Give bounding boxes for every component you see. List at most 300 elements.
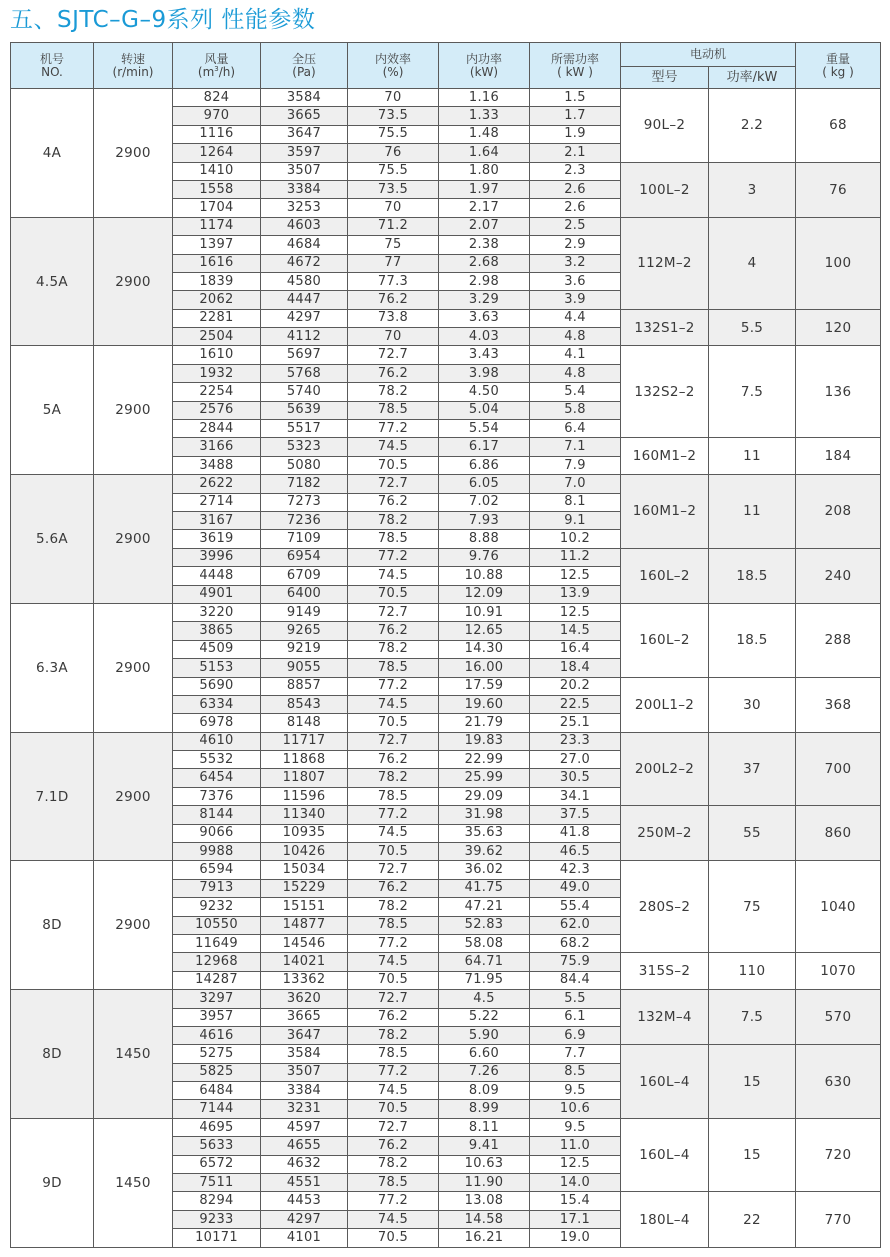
flow-cell: 2622	[173, 475, 261, 493]
efficiency-cell: 77.2	[348, 420, 439, 438]
flow-cell: 10550	[173, 916, 261, 934]
pressure-cell: 3665	[261, 1008, 348, 1026]
pressure-cell: 4603	[261, 217, 348, 235]
pressure-cell: 3597	[261, 144, 348, 162]
flow-cell: 5633	[173, 1137, 261, 1155]
required-power-cell: 37.5	[530, 806, 621, 824]
efficiency-cell: 70.5	[348, 1100, 439, 1118]
internal-power-cell: 1.80	[439, 162, 530, 180]
internal-power-cell: 25.99	[439, 769, 530, 787]
pressure-cell: 7182	[261, 475, 348, 493]
motor-power-cell: 30	[709, 677, 796, 732]
pressure-cell: 5080	[261, 456, 348, 474]
flow-cell: 6484	[173, 1082, 261, 1100]
col-header-pressure: 全压 (Pa)	[261, 43, 348, 89]
flow-cell: 2844	[173, 420, 261, 438]
pressure-cell: 4580	[261, 272, 348, 290]
pressure-cell: 4297	[261, 1210, 348, 1228]
required-power-cell: 10.2	[530, 530, 621, 548]
flow-cell: 6454	[173, 769, 261, 787]
motor-power-cell: 18.5	[709, 548, 796, 603]
model-cell: 6.3A	[11, 603, 94, 732]
flow-cell: 3167	[173, 511, 261, 529]
internal-power-cell: 39.62	[439, 843, 530, 861]
flow-cell: 2254	[173, 383, 261, 401]
pressure-cell: 4453	[261, 1192, 348, 1210]
flow-cell: 5275	[173, 1045, 261, 1063]
required-power-cell: 2.6	[530, 180, 621, 198]
efficiency-cell: 77.3	[348, 272, 439, 290]
required-power-cell: 9.5	[530, 1082, 621, 1100]
pressure-cell: 5768	[261, 364, 348, 382]
flow-cell: 2714	[173, 493, 261, 511]
motor-type-cell: 132S2–2	[621, 346, 709, 438]
pressure-cell: 4297	[261, 309, 348, 327]
internal-power-cell: 5.90	[439, 1026, 530, 1044]
flow-cell: 5825	[173, 1063, 261, 1081]
internal-power-cell: 47.21	[439, 898, 530, 916]
flow-cell: 7376	[173, 787, 261, 805]
required-power-cell: 11.2	[530, 548, 621, 566]
internal-power-cell: 8.88	[439, 530, 530, 548]
pressure-cell: 9149	[261, 603, 348, 621]
internal-power-cell: 11.90	[439, 1174, 530, 1192]
flow-cell: 1610	[173, 346, 261, 364]
flow-cell: 6334	[173, 695, 261, 713]
internal-power-cell: 2.98	[439, 272, 530, 290]
required-power-cell: 18.4	[530, 659, 621, 677]
model-cell: 8D	[11, 861, 94, 990]
efficiency-cell: 70.5	[348, 714, 439, 732]
required-power-cell: 9.5	[530, 1118, 621, 1136]
pressure-cell: 4672	[261, 254, 348, 272]
performance-table	[10, 42, 881, 1248]
efficiency-cell: 70.5	[348, 971, 439, 989]
motor-type-cell: 280S–2	[621, 861, 709, 953]
pressure-cell: 11807	[261, 769, 348, 787]
weight-cell: 700	[796, 732, 881, 806]
motor-power-cell: 37	[709, 732, 796, 806]
efficiency-cell: 74.5	[348, 695, 439, 713]
speed-cell: 2900	[94, 475, 173, 604]
efficiency-cell: 70.5	[348, 456, 439, 474]
flow-cell: 8294	[173, 1192, 261, 1210]
pressure-cell: 6400	[261, 585, 348, 603]
efficiency-cell: 70	[348, 328, 439, 346]
required-power-cell: 1.5	[530, 89, 621, 107]
weight-cell: 630	[796, 1045, 881, 1119]
required-power-cell: 5.5	[530, 990, 621, 1008]
flow-cell: 970	[173, 107, 261, 125]
weight-cell: 770	[796, 1192, 881, 1247]
pressure-cell: 9219	[261, 640, 348, 658]
pressure-cell: 5697	[261, 346, 348, 364]
required-power-cell: 17.1	[530, 1210, 621, 1228]
flow-cell: 3865	[173, 622, 261, 640]
required-power-cell: 41.8	[530, 824, 621, 842]
model-cell: 4.5A	[11, 217, 94, 346]
speed-cell: 1450	[94, 990, 173, 1119]
required-power-cell: 7.0	[530, 475, 621, 493]
internal-power-cell: 19.83	[439, 732, 530, 750]
pressure-cell: 10935	[261, 824, 348, 842]
model-cell: 4A	[11, 89, 94, 218]
flow-cell: 5690	[173, 677, 261, 695]
required-power-cell: 2.6	[530, 199, 621, 217]
pressure-cell: 15151	[261, 898, 348, 916]
required-power-cell: 25.1	[530, 714, 621, 732]
flow-cell: 2576	[173, 401, 261, 419]
internal-power-cell: 58.08	[439, 934, 530, 952]
pressure-cell: 3253	[261, 199, 348, 217]
required-power-cell: 13.9	[530, 585, 621, 603]
efficiency-cell: 72.7	[348, 346, 439, 364]
required-power-cell: 2.5	[530, 217, 621, 235]
efficiency-cell: 78.2	[348, 769, 439, 787]
internal-power-cell: 13.08	[439, 1192, 530, 1210]
flow-cell: 4509	[173, 640, 261, 658]
flow-cell: 1410	[173, 162, 261, 180]
motor-power-cell: 22	[709, 1192, 796, 1247]
internal-power-cell: 3.29	[439, 291, 530, 309]
flow-cell: 8144	[173, 806, 261, 824]
required-power-cell: 3.2	[530, 254, 621, 272]
required-power-cell: 75.9	[530, 953, 621, 971]
efficiency-cell: 76.2	[348, 622, 439, 640]
required-power-cell: 49.0	[530, 879, 621, 897]
flow-cell: 7913	[173, 879, 261, 897]
motor-type-cell: 100L–2	[621, 162, 709, 217]
internal-power-cell: 14.30	[439, 640, 530, 658]
efficiency-cell: 70	[348, 199, 439, 217]
internal-power-cell: 6.60	[439, 1045, 530, 1063]
col-header-internal-power: 内功率 (kW)	[439, 43, 530, 89]
pressure-cell: 6709	[261, 567, 348, 585]
model-cell: 9D	[11, 1118, 94, 1247]
motor-type-cell: 90L–2	[621, 89, 709, 163]
efficiency-cell: 70	[348, 89, 439, 107]
efficiency-cell: 74.5	[348, 824, 439, 842]
flow-cell: 1558	[173, 180, 261, 198]
internal-power-cell: 5.22	[439, 1008, 530, 1026]
internal-power-cell: 6.05	[439, 475, 530, 493]
flow-cell: 1116	[173, 125, 261, 143]
required-power-cell: 14.0	[530, 1174, 621, 1192]
flow-cell: 4901	[173, 585, 261, 603]
weight-cell: 720	[796, 1118, 881, 1192]
weight-cell: 240	[796, 548, 881, 603]
weight-cell: 136	[796, 346, 881, 438]
flow-cell: 7511	[173, 1174, 261, 1192]
efficiency-cell: 76.2	[348, 291, 439, 309]
speed-cell: 2900	[94, 346, 173, 475]
pressure-cell: 11340	[261, 806, 348, 824]
required-power-cell: 4.4	[530, 309, 621, 327]
efficiency-cell: 77.2	[348, 1192, 439, 1210]
table-row	[11, 217, 881, 235]
internal-power-cell: 6.17	[439, 438, 530, 456]
weight-cell: 120	[796, 309, 881, 346]
internal-power-cell: 5.04	[439, 401, 530, 419]
motor-power-cell: 75	[709, 861, 796, 953]
flow-cell: 1397	[173, 236, 261, 254]
efficiency-cell: 72.7	[348, 1118, 439, 1136]
flow-cell: 3996	[173, 548, 261, 566]
required-power-cell: 68.2	[530, 934, 621, 952]
efficiency-cell: 74.5	[348, 567, 439, 585]
motor-power-cell: 7.5	[709, 346, 796, 438]
efficiency-cell: 78.2	[348, 383, 439, 401]
table-row	[11, 346, 881, 364]
motor-power-cell: 5.5	[709, 309, 796, 346]
efficiency-cell: 77.2	[348, 934, 439, 952]
flow-cell: 3166	[173, 438, 261, 456]
internal-power-cell: 2.17	[439, 199, 530, 217]
required-power-cell: 11.0	[530, 1137, 621, 1155]
efficiency-cell: 76.2	[348, 1008, 439, 1026]
motor-power-cell: 15	[709, 1118, 796, 1192]
required-power-cell: 19.0	[530, 1229, 621, 1247]
required-power-cell: 16.4	[530, 640, 621, 658]
internal-power-cell: 9.76	[439, 548, 530, 566]
motor-type-cell: 160L–4	[621, 1045, 709, 1119]
speed-cell: 2900	[94, 603, 173, 732]
pressure-cell: 4112	[261, 328, 348, 346]
motor-type-cell: 315S–2	[621, 953, 709, 990]
flow-cell: 9988	[173, 843, 261, 861]
internal-power-cell: 8.99	[439, 1100, 530, 1118]
col-header-required-power: 所需功率 ( kW )	[530, 43, 621, 89]
efficiency-cell: 73.5	[348, 180, 439, 198]
pressure-cell: 5740	[261, 383, 348, 401]
table-row	[11, 1118, 881, 1136]
pressure-cell: 4447	[261, 291, 348, 309]
efficiency-cell: 78.5	[348, 530, 439, 548]
pressure-cell: 4655	[261, 1137, 348, 1155]
required-power-cell: 2.1	[530, 144, 621, 162]
internal-power-cell: 4.03	[439, 328, 530, 346]
internal-power-cell: 3.43	[439, 346, 530, 364]
internal-power-cell: 31.98	[439, 806, 530, 824]
required-power-cell: 3.9	[530, 291, 621, 309]
pressure-cell: 3507	[261, 1063, 348, 1081]
internal-power-cell: 14.58	[439, 1210, 530, 1228]
motor-type-cell: 200L1–2	[621, 677, 709, 732]
efficiency-cell: 75	[348, 236, 439, 254]
pressure-cell: 13362	[261, 971, 348, 989]
weight-cell: 68	[796, 89, 881, 163]
required-power-cell: 4.8	[530, 364, 621, 382]
efficiency-cell: 77.2	[348, 548, 439, 566]
weight-cell: 1070	[796, 953, 881, 990]
internal-power-cell: 4.5	[439, 990, 530, 1008]
efficiency-cell: 78.2	[348, 1155, 439, 1173]
pressure-cell: 3647	[261, 125, 348, 143]
pressure-cell: 14021	[261, 953, 348, 971]
flow-cell: 7144	[173, 1100, 261, 1118]
internal-power-cell: 10.63	[439, 1155, 530, 1173]
pressure-cell: 9055	[261, 659, 348, 677]
pressure-cell: 3584	[261, 1045, 348, 1063]
flow-cell: 12968	[173, 953, 261, 971]
required-power-cell: 10.6	[530, 1100, 621, 1118]
required-power-cell: 1.9	[530, 125, 621, 143]
pressure-cell: 15034	[261, 861, 348, 879]
efficiency-cell: 72.7	[348, 732, 439, 750]
internal-power-cell: 4.50	[439, 383, 530, 401]
internal-power-cell: 8.11	[439, 1118, 530, 1136]
required-power-cell: 3.6	[530, 272, 621, 290]
flow-cell: 10171	[173, 1229, 261, 1247]
table-row	[11, 861, 881, 879]
pressure-cell: 11717	[261, 732, 348, 750]
internal-power-cell: 1.16	[439, 89, 530, 107]
required-power-cell: 9.1	[530, 511, 621, 529]
pressure-cell: 3384	[261, 180, 348, 198]
pressure-cell: 3647	[261, 1026, 348, 1044]
flow-cell: 2281	[173, 309, 261, 327]
model-cell: 8D	[11, 990, 94, 1119]
efficiency-cell: 76.2	[348, 364, 439, 382]
pressure-cell: 11868	[261, 751, 348, 769]
pressure-cell: 9265	[261, 622, 348, 640]
required-power-cell: 7.7	[530, 1045, 621, 1063]
model-cell: 7.1D	[11, 732, 94, 861]
motor-type-cell: 112M–2	[621, 217, 709, 309]
required-power-cell: 84.4	[530, 971, 621, 989]
flow-cell: 5532	[173, 751, 261, 769]
flow-cell: 4695	[173, 1118, 261, 1136]
flow-cell: 1174	[173, 217, 261, 235]
efficiency-cell: 76.2	[348, 751, 439, 769]
motor-power-cell: 55	[709, 806, 796, 861]
flow-cell: 1264	[173, 144, 261, 162]
flow-cell: 9233	[173, 1210, 261, 1228]
pressure-cell: 8543	[261, 695, 348, 713]
required-power-cell: 34.1	[530, 787, 621, 805]
internal-power-cell: 2.07	[439, 217, 530, 235]
efficiency-cell: 74.5	[348, 438, 439, 456]
required-power-cell: 30.5	[530, 769, 621, 787]
flow-cell: 6978	[173, 714, 261, 732]
pressure-cell: 14546	[261, 934, 348, 952]
required-power-cell: 12.5	[530, 1155, 621, 1173]
efficiency-cell: 73.8	[348, 309, 439, 327]
flow-cell: 11649	[173, 934, 261, 952]
weight-cell: 208	[796, 475, 881, 549]
required-power-cell: 46.5	[530, 843, 621, 861]
pressure-cell: 8857	[261, 677, 348, 695]
col-header-motor-type: 型号	[621, 67, 709, 89]
col-header-speed: 转速 (r/min)	[94, 43, 173, 89]
pressure-cell: 3231	[261, 1100, 348, 1118]
efficiency-cell: 78.5	[348, 1174, 439, 1192]
motor-type-cell: 180L–4	[621, 1192, 709, 1247]
internal-power-cell: 21.79	[439, 714, 530, 732]
efficiency-cell: 72.7	[348, 990, 439, 1008]
table-row	[11, 732, 881, 750]
weight-cell: 860	[796, 806, 881, 861]
pressure-cell: 3665	[261, 107, 348, 125]
weight-cell: 288	[796, 603, 881, 677]
required-power-cell: 15.4	[530, 1192, 621, 1210]
efficiency-cell: 76.2	[348, 493, 439, 511]
required-power-cell: 12.5	[530, 567, 621, 585]
motor-power-cell: 18.5	[709, 603, 796, 677]
pressure-cell: 7236	[261, 511, 348, 529]
required-power-cell: 8.1	[530, 493, 621, 511]
efficiency-cell: 76.2	[348, 1137, 439, 1155]
flow-cell: 1839	[173, 272, 261, 290]
efficiency-cell: 76	[348, 144, 439, 162]
efficiency-cell: 78.5	[348, 787, 439, 805]
motor-power-cell: 4	[709, 217, 796, 309]
internal-power-cell: 10.88	[439, 567, 530, 585]
model-cell: 5.6A	[11, 475, 94, 604]
internal-power-cell: 2.38	[439, 236, 530, 254]
required-power-cell: 14.5	[530, 622, 621, 640]
efficiency-cell: 78.2	[348, 1026, 439, 1044]
motor-type-cell: 200L2–2	[621, 732, 709, 806]
flow-cell: 3297	[173, 990, 261, 1008]
pressure-cell: 3384	[261, 1082, 348, 1100]
efficiency-cell: 74.5	[348, 953, 439, 971]
required-power-cell: 2.9	[530, 236, 621, 254]
efficiency-cell: 77.2	[348, 677, 439, 695]
efficiency-cell: 75.5	[348, 162, 439, 180]
page-title: 五、SJTC–G–9系列 性能参数	[10, 7, 316, 33]
table-row	[11, 89, 881, 107]
internal-power-cell: 8.09	[439, 1082, 530, 1100]
efficiency-cell: 78.2	[348, 511, 439, 529]
pressure-cell: 4632	[261, 1155, 348, 1173]
pressure-cell: 4551	[261, 1174, 348, 1192]
speed-cell: 2900	[94, 861, 173, 990]
flow-cell: 4610	[173, 732, 261, 750]
pressure-cell: 3584	[261, 89, 348, 107]
motor-power-cell: 110	[709, 953, 796, 990]
pressure-cell: 4597	[261, 1118, 348, 1136]
required-power-cell: 23.3	[530, 732, 621, 750]
motor-power-cell: 3	[709, 162, 796, 217]
flow-cell: 9066	[173, 824, 261, 842]
efficiency-cell: 78.5	[348, 401, 439, 419]
internal-power-cell: 1.64	[439, 144, 530, 162]
table-row	[11, 990, 881, 1008]
efficiency-cell: 76.2	[348, 879, 439, 897]
internal-power-cell: 3.63	[439, 309, 530, 327]
flow-cell: 5153	[173, 659, 261, 677]
internal-power-cell: 1.97	[439, 180, 530, 198]
required-power-cell: 22.5	[530, 695, 621, 713]
internal-power-cell: 6.86	[439, 456, 530, 474]
internal-power-cell: 35.63	[439, 824, 530, 842]
pressure-cell: 5323	[261, 438, 348, 456]
pressure-cell: 6954	[261, 548, 348, 566]
speed-cell: 2900	[94, 217, 173, 346]
weight-cell: 100	[796, 217, 881, 309]
motor-type-cell: 160L–2	[621, 603, 709, 677]
motor-type-cell: 132S1–2	[621, 309, 709, 346]
internal-power-cell: 19.60	[439, 695, 530, 713]
col-header-model: 机号 NO.	[11, 43, 94, 89]
required-power-cell: 7.9	[530, 456, 621, 474]
speed-cell: 1450	[94, 1118, 173, 1247]
col-header-efficiency: 内效率 (%)	[348, 43, 439, 89]
internal-power-cell: 1.48	[439, 125, 530, 143]
flow-cell: 824	[173, 89, 261, 107]
flow-cell: 4616	[173, 1026, 261, 1044]
